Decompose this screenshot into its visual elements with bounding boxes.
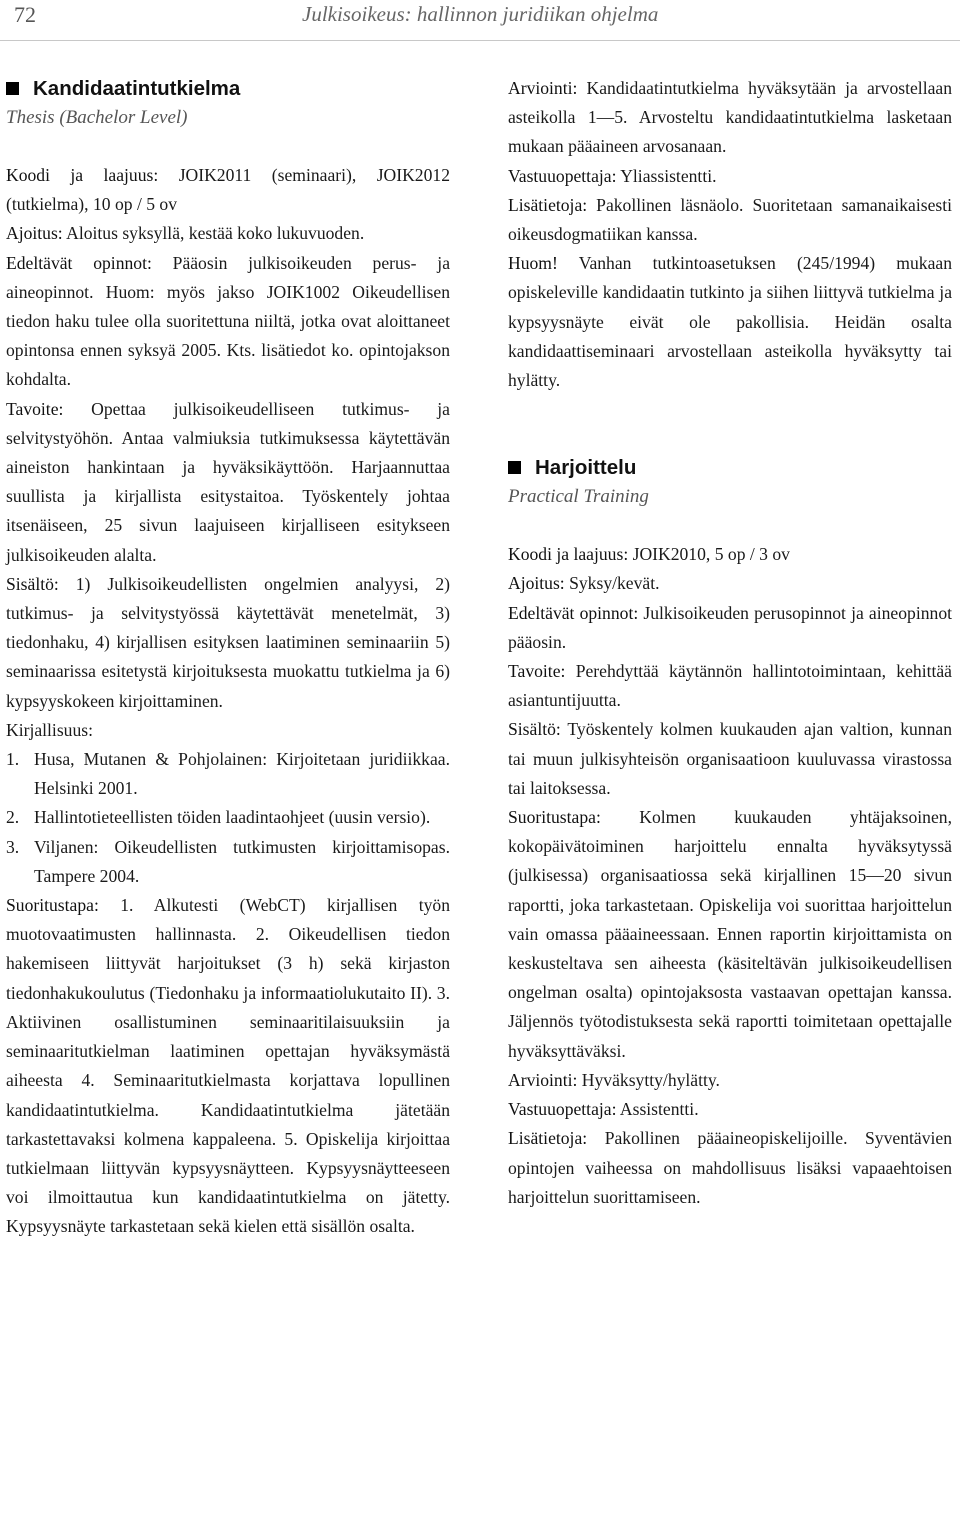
section-subtitle: Thesis (Bachelor Level)	[6, 107, 188, 128]
literature-item	[6, 803, 450, 832]
section-title: Kandidaatintutkielma	[33, 77, 241, 100]
page-number: 72	[14, 2, 36, 27]
field-label: Suoritustapa:	[508, 807, 601, 828]
literature-item	[6, 745, 450, 803]
literature-text: Husa, Mutanen & Pohjolainen: Kirjoitetaan juridiikkaa. Helsinki 2001.	[34, 749, 450, 799]
field-info	[508, 191, 952, 249]
field-content	[508, 715, 952, 803]
field-prerequisites	[6, 249, 450, 395]
field-text: Perehdyttää käytännön hallintotoimintaan, kehittää asiantuntijuutta.	[508, 661, 952, 711]
field-label: Huom!	[508, 253, 558, 274]
field-label: Edeltävät opinnot:	[508, 602, 639, 623]
field-info	[508, 1124, 952, 1212]
field-label: Vastuuopettaja:	[508, 1099, 617, 1120]
field-teacher	[508, 1095, 952, 1124]
right-column	[508, 74, 952, 1212]
field-note	[508, 249, 952, 395]
field-code	[508, 540, 952, 569]
field-text: Opettaa julkisoikeudelliseen tutkimus- ja selvitystyöhön. Antaa valmiuksia tutkimuksessa käytettävän aineiston hankintaan ja hyväksikäyttöön. Harjaannuttaa suullista ja kirjallista esitystaitoa. Työskentely johtaa itsenäiseen, 25 sivun laajuiseen kirjalliseen esitykseen julkisoikeuden alalta.	[6, 398, 450, 565]
field-label: Suoritustapa:	[6, 895, 99, 916]
field-text: 1) Julkisoikeudellisten ongelmien analyysi, 2) tutkimus- ja selvitystyössä käytettävät menetelmät, 3) tiedonhaku, 4) kirjallisen esityksen laatiminen seminaariin 5) seminaarissa esitetystä kirjoituksesta muokattu tutkielma ja 6) kypsyyskokeen kirjoittaminen.	[6, 573, 450, 711]
literature-number: 2.	[6, 807, 20, 828]
literature-label: Kirjallisuus:	[6, 719, 93, 740]
page-header	[0, 0, 960, 34]
field-goal	[6, 395, 450, 570]
square-bullet-icon	[508, 461, 521, 474]
field-label: Arviointi:	[508, 78, 578, 98]
field-label: Edeltävät opinnot:	[6, 252, 152, 273]
field-label: Sisältö:	[6, 573, 59, 594]
field-prerequisites	[508, 599, 952, 657]
field-text: Työskentely kolmen kuukauden ajan valtion, kunnan tai muun julkisyhteisön organisaatioon kuuluvassa virastossa tai laitoksessa.	[508, 719, 952, 798]
field-timing	[508, 569, 952, 598]
field-teacher	[508, 162, 952, 191]
field-text: 1. Alkutesti (WebCT) kirjallisen työn muotovaatimusten hallinnasta. 2. Oikeudellisen tiedon hakemiseen liittyvät harjoitukset (3 h) sekä kirjaston tiedonhakukoulutus (Tiedonhaku ja informaatiolukutaito II). 3. Aktiivinen osallistuminen seminaaritilaisuuksiin ja seminaaritutkielman laatiminen opettajan hyväksymästä aiheesta 4. Seminaaritutkielmasta korjattava lopullinen kandidaatintutkielma. Kandidaatintutkielma jätetään tarkastettavaksi kolmena kappaleena. 5. Opiskelija kirjoittaa tutkielmaan liittyvän kypsyysnäytteen. Kypsyysnäytteeseen voi ilmoittautua kun kandidaatintutkielma on jätetty. Kypsyysnäyte tarkastetaan sekä kielen että sisällön osalta.	[6, 895, 450, 1237]
field-text: Yliassistentti.	[616, 165, 717, 186]
field-content	[6, 570, 450, 716]
section-title: Harjoittelu	[535, 456, 637, 480]
left-column	[6, 74, 450, 1242]
literature-text: Viljanen: Oikeudellisten tutkimusten kirjoittamisopas. Tampere 2004.	[34, 836, 450, 886]
literature-text: Hallintotieteellisten töiden laadintaohjeet (uusin versio).	[34, 807, 431, 828]
literature-number: 1.	[6, 749, 20, 770]
field-text: Aloitus syksyllä, kestää koko lukuvuoden.	[62, 223, 365, 244]
field-label: Koodi ja laajuus:	[508, 544, 629, 565]
field-label: Arviointi:	[508, 1069, 578, 1090]
field-text: Syksy/kevät.	[564, 573, 660, 594]
field-code	[6, 161, 450, 219]
field-text: Vanhan tutkintoasetuksen (245/1994) mukaan opiskeleville kandidaatin tutkinto ja siihen liittyvä tutkielma ja kypsyysnäyte eivät ole pakollisia. Heidän osalta kandidaattiseminaari arvostellaan asteikolla hyväksytty tai hylätty.	[508, 253, 952, 391]
field-label: Koodi ja laajuus:	[6, 165, 159, 185]
literature-list	[6, 745, 450, 891]
section-heading-thesis	[6, 74, 450, 103]
field-text: Pakollinen läsnäolo. Suoritetaan samanaikaisesti oikeusdogmatiikan kanssa.	[508, 194, 952, 245]
field-text: Kandidaatintutkielma hyväksytään ja arvostellaan asteikolla 1—5. Arvosteltu kandidaatintutkielma lasketaan mukaan pääaineen arvosanaan.	[508, 78, 952, 157]
field-text: JOIK2011 (seminaari), JOIK2012 (tutkielma), 10 op / 5 ov	[6, 165, 450, 215]
field-text: Assistentti.	[616, 1099, 699, 1120]
field-label: Tavoite:	[508, 661, 566, 682]
literature-number: 3.	[6, 836, 20, 857]
square-bullet-icon	[6, 82, 19, 95]
literature-item	[6, 833, 450, 891]
field-evaluation	[508, 74, 952, 162]
field-text: Julkisoikeuden perusopinnot ja aineopinnot pääosin.	[508, 602, 952, 652]
field-method	[508, 803, 952, 1066]
field-label: Tavoite:	[6, 398, 64, 419]
field-label: Vastuuopettaja:	[508, 165, 617, 186]
field-label: Lisätietoja:	[508, 194, 588, 215]
field-label: Sisältö:	[508, 719, 561, 740]
section-heading-training	[508, 453, 952, 482]
section-subtitle: Practical Training	[508, 486, 649, 508]
field-text: Pääosin julkisoikeuden perus- ja aineopinnot. Huom: myös jakso JOIK1002 Oikeudellisen tiedon haku tulee olla suoritettuna niiltä, jotka ovat aloittaneet opintonsa ennen syksyä 2005. Kts. lisätiedot ko. opintojakson kohdalta.	[6, 252, 450, 390]
field-evaluation	[508, 1066, 952, 1095]
field-text: JOIK2010, 5 op / 3 ov	[628, 544, 790, 565]
field-text: Kolmen kuukauden yhtäjaksoinen, kokopäivätoiminen harjoittelu ennalta hyväksytyssä (julkisessa) organisaatiossa sekä kirjallinen 15—20 sivun raportti, joka tarkastetaan. Opiskelija voi suorittaa harjoittelun vain omassa pääaineessaan. Ennen raportin kirjoittamista on keskusteltava sen aiheesta (käsiteltävän julkisoikeudellisen ongelman osalta) opintojaksosta vastaavan opettajan kanssa. Jäljennös työtodistuksesta sekä raportti toimitetaan opettajalle hyväksyttäväksi.	[508, 807, 952, 1061]
field-label: Lisätietoja:	[508, 1128, 588, 1149]
field-goal	[508, 657, 952, 715]
field-label: Ajoitus:	[508, 573, 565, 594]
field-text: Hyväksytty/hylätty.	[577, 1069, 720, 1090]
field-label: Ajoitus:	[6, 223, 63, 244]
field-timing	[6, 219, 450, 248]
field-text: Pakollinen pääaineopiskelijoille. Syventävien opintojen vaiheessa on mahdollisuus lisäksi vapaaehtoisen harjoittelun suorittamiseen.	[508, 1128, 952, 1207]
field-method	[6, 891, 450, 1241]
header-rule	[0, 40, 960, 41]
running-title: Julkisoikeus: hallinnon juridiikan ohjelma	[302, 2, 659, 26]
